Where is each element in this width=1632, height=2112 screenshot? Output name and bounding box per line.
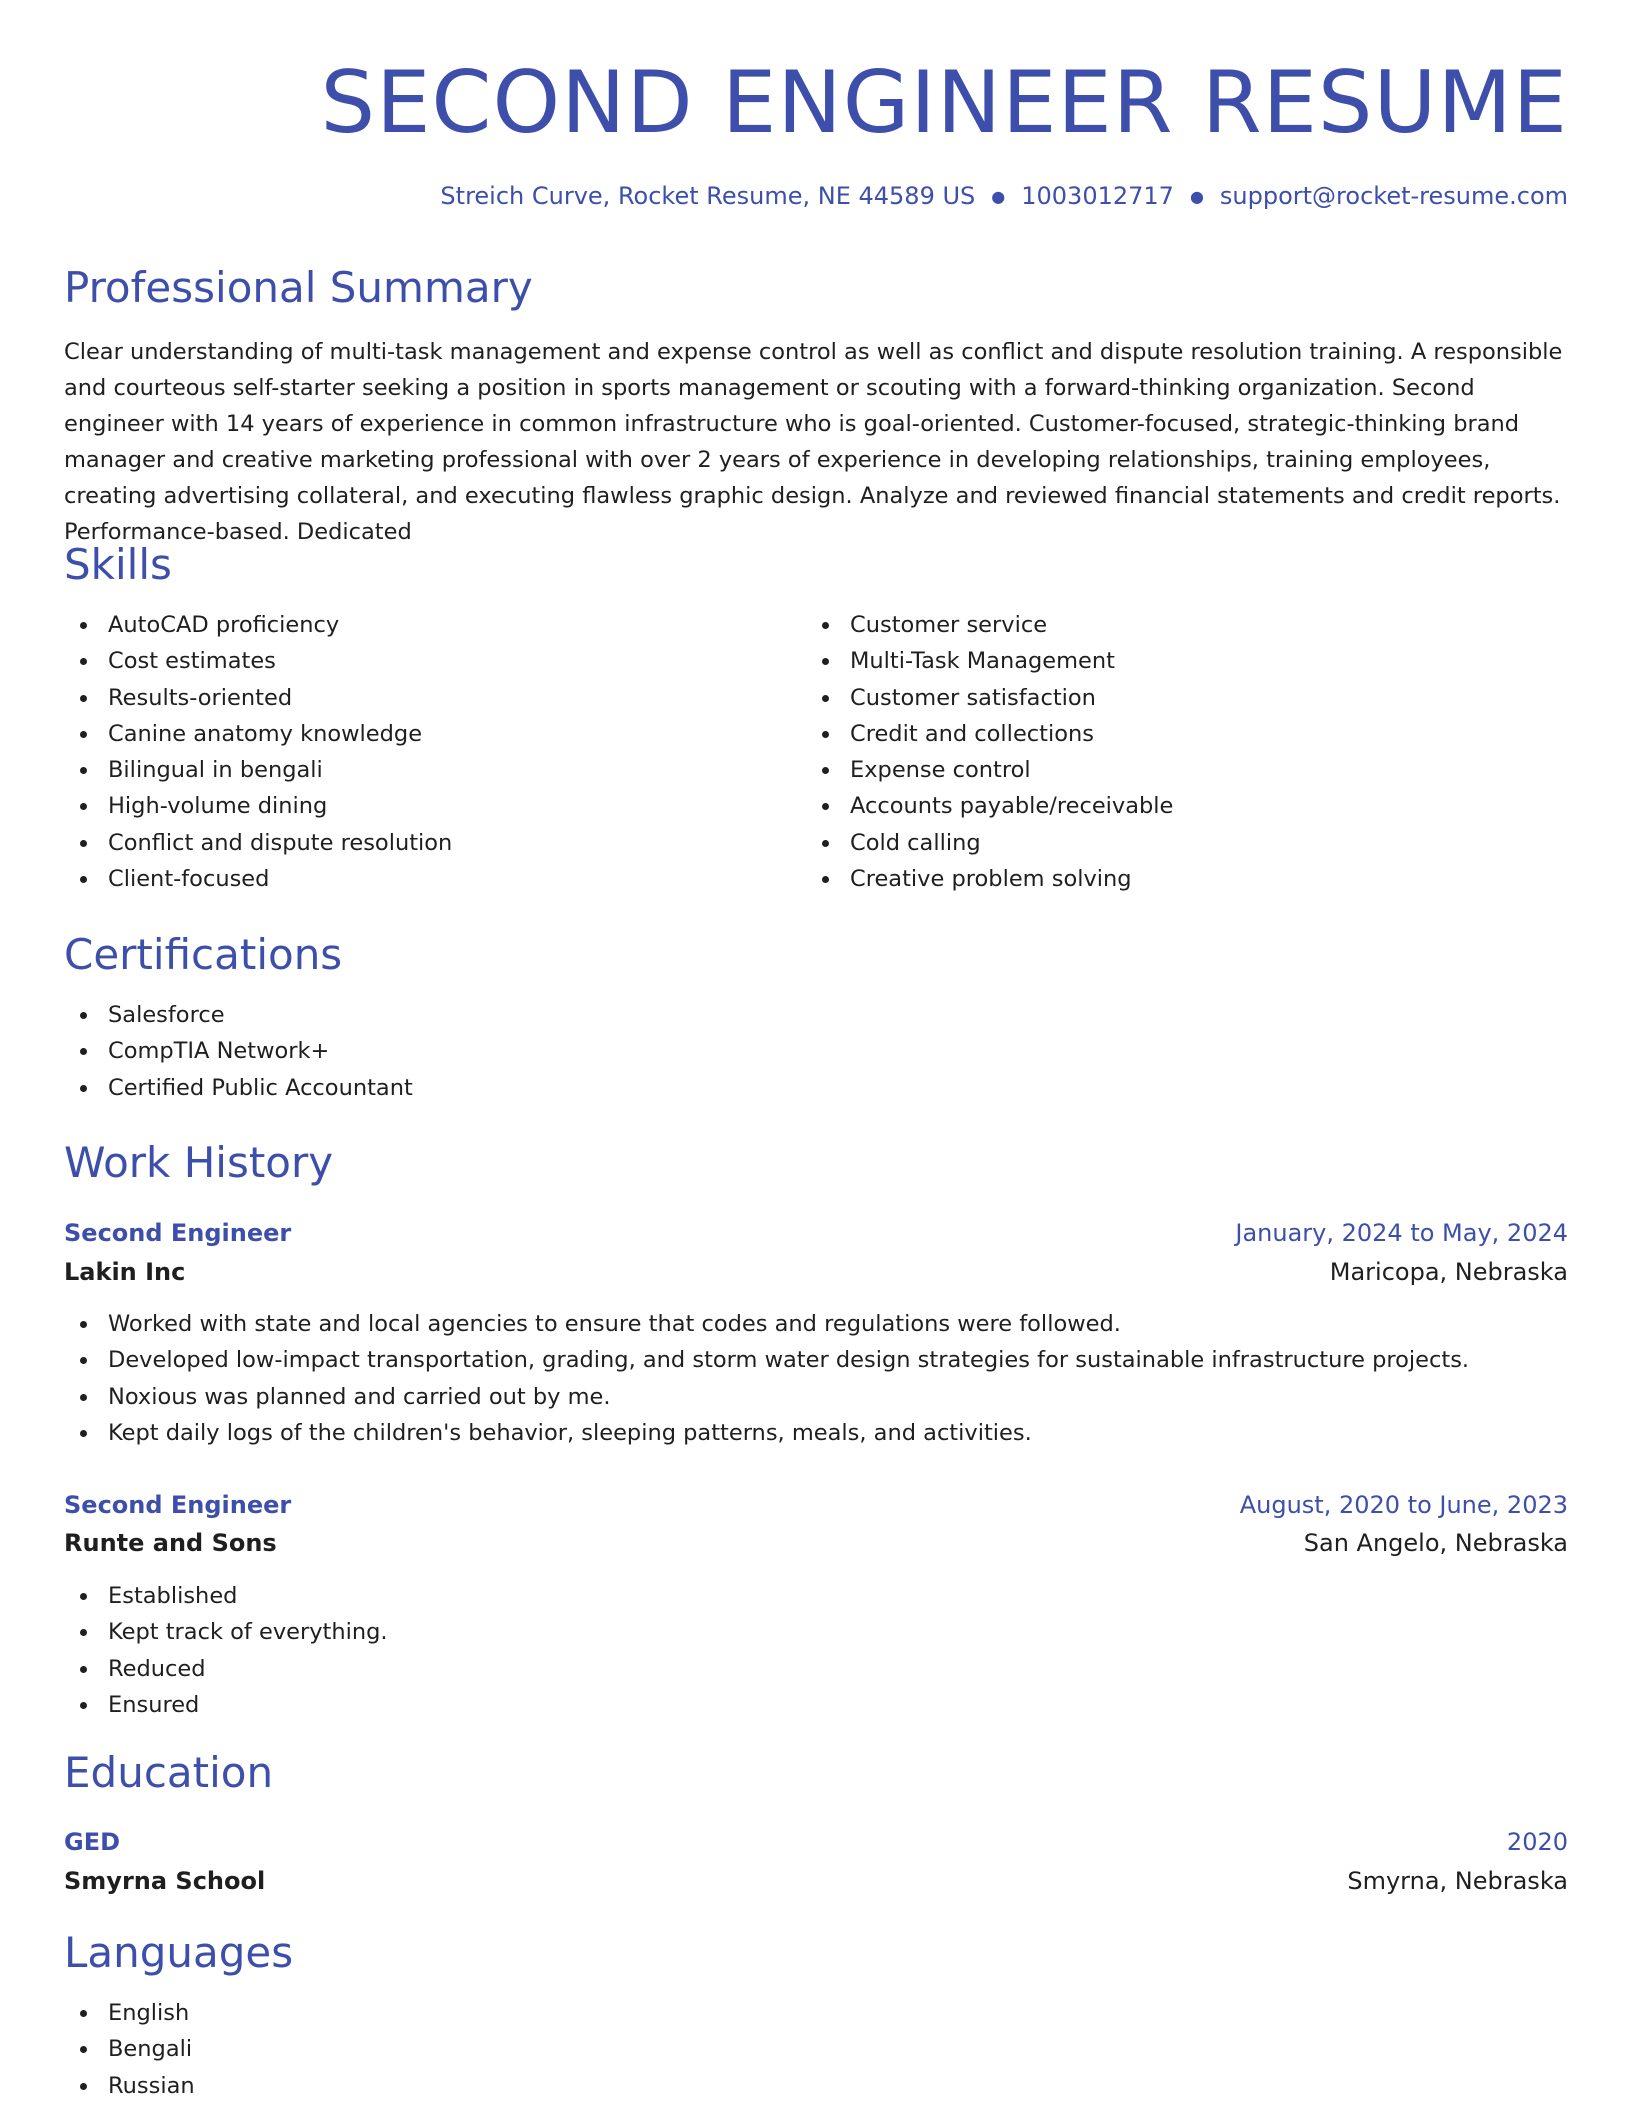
list-item: Canine anatomy knowledge [64, 716, 452, 752]
list-item: Customer service [806, 607, 1173, 643]
bullet-dot [80, 1666, 87, 1673]
education-year: 2020 [1506, 1828, 1568, 1856]
list-item: Conflict and dispute resolution [64, 825, 452, 861]
list-item: Salesforce [64, 997, 413, 1033]
list-item: Worked with state and local agencies to ensure that codes and regulations were followed. [64, 1306, 1469, 1342]
list-item: Noxious was planned and carried out by me. [64, 1379, 1469, 1415]
bullet-dot [822, 803, 829, 810]
bullet-dot [80, 658, 87, 665]
job-header-row [64, 1485, 1568, 1525]
skills-heading: Skills [64, 540, 172, 589]
list-item: Kept track of everything. [64, 1614, 388, 1650]
education-school: Smyrna School [64, 1867, 266, 1895]
resume-name: SECOND ENGINEER RESUME [320, 53, 1568, 153]
list-item: Kept daily logs of the children's behavior, sleeping patterns, meals, and activities. [64, 1415, 1469, 1451]
education-heading: Education [64, 1748, 274, 1797]
bullet-dot [80, 2083, 87, 2090]
job-bullets [64, 1306, 1469, 1451]
job-company-row [64, 1523, 1568, 1563]
job-location: Maricopa, Nebraska [1329, 1258, 1568, 1286]
list-item: English [64, 1995, 195, 2031]
bullet-dot [80, 622, 87, 629]
summary-heading: Professional Summary [64, 263, 533, 312]
list-item: Results-oriented [64, 680, 452, 716]
education-school-row [64, 1861, 1568, 1901]
list-item: AutoCAD proficiency [64, 607, 452, 643]
bullet-dot [80, 1430, 87, 1437]
education-location: Smyrna, Nebraska [1347, 1867, 1568, 1895]
skills-list-left [64, 607, 452, 897]
bullet-dot [822, 622, 829, 629]
list-item: Creative problem solving [806, 861, 1173, 897]
list-item: Russian [64, 2068, 195, 2104]
bullet-dot [822, 731, 829, 738]
list-item: Reduced [64, 1651, 388, 1687]
job-bullets [64, 1578, 388, 1723]
bullet-dot [822, 658, 829, 665]
contact-address: Streich Curve, Rocket Resume, NE 44589 US [440, 182, 976, 210]
bullet-dot [80, 1048, 87, 1055]
certifications-list [64, 997, 413, 1106]
job-dates: August, 2020 to June, 2023 [1239, 1491, 1568, 1519]
list-item: Accounts payable/receivable [806, 788, 1173, 824]
job-company: Lakin Inc [64, 1258, 186, 1286]
list-item: Developed low-impact transportation, grading, and storm water design strategies for sustainable infrastructure projects. [64, 1342, 1469, 1378]
languages-list [64, 1995, 195, 2104]
bullet-dot [80, 1702, 87, 1709]
list-item: Bengali [64, 2031, 195, 2067]
bullet-dot [80, 1593, 87, 1600]
bullet-dot [80, 1394, 87, 1401]
bullet-dot [822, 767, 829, 774]
education-degree: GED [64, 1828, 121, 1856]
bullet-dot [80, 803, 87, 810]
list-item: Expense control [806, 752, 1173, 788]
job-dates: January, 2024 to May, 2024 [1235, 1219, 1568, 1247]
list-item: Established [64, 1578, 388, 1614]
list-item: Certified Public Accountant [64, 1070, 413, 1106]
contact-line [440, 178, 1568, 215]
list-item: High-volume dining [64, 788, 452, 824]
list-item: Cold calling [806, 825, 1173, 861]
education-header-row [64, 1822, 1568, 1862]
bullet-dot [80, 1629, 87, 1636]
list-item: CompTIA Network+ [64, 1033, 413, 1069]
job-role: Second Engineer [64, 1219, 292, 1247]
bullet-dot [822, 840, 829, 847]
bullet-dot [822, 876, 829, 883]
bullet-dot [80, 840, 87, 847]
bullet-dot [80, 1012, 87, 1019]
list-item: Client-focused [64, 861, 452, 897]
bullet-separator: ● [991, 187, 1006, 206]
list-item: Bilingual in bengali [64, 752, 452, 788]
summary-text: Clear understanding of multi-task management and expense control as well as conflict and dispute resolution training. A responsible and courteous self-starter seeking a position in sports management or scouting with a forward-thinking organization. Second engineer with 14 years of experience in common infrastructure who is goal-oriented. Customer-focused, strategic-thinking brand manager and creative marketing professional with over 2 years of experience in developing relationships, training employees, creating advertising collateral, and executing flawless graphic design. Analyze and reviewed financial statements and credit reports. Performance-based. Dedicated [64, 339, 1563, 545]
bullet-dot [80, 1321, 87, 1328]
list-item: Multi-Task Management [806, 643, 1173, 679]
job-company-row [64, 1252, 1568, 1292]
bullet-separator: ● [1189, 187, 1204, 206]
job-location: San Angelo, Nebraska [1303, 1529, 1568, 1557]
bullet-dot [80, 767, 87, 774]
job-company: Runte and Sons [64, 1529, 277, 1557]
work-history-heading: Work History [64, 1138, 334, 1187]
contact-email: support@rocket-resume.com [1219, 182, 1568, 210]
list-item: Credit and collections [806, 716, 1173, 752]
bullet-dot [80, 731, 87, 738]
bullet-dot [80, 1085, 87, 1092]
bullet-dot [80, 2046, 87, 2053]
certifications-heading: Certifications [64, 930, 343, 979]
bullet-dot [80, 876, 87, 883]
bullet-dot [822, 695, 829, 702]
job-role: Second Engineer [64, 1491, 292, 1519]
bullet-dot [80, 2010, 87, 2017]
list-item: Ensured [64, 1687, 388, 1723]
bullet-dot [80, 1357, 87, 1364]
contact-phone: 1003012717 [1021, 182, 1174, 210]
skills-list-right [806, 607, 1173, 897]
list-item: Cost estimates [64, 643, 452, 679]
list-item: Customer satisfaction [806, 680, 1173, 716]
job-header-row [64, 1213, 1568, 1253]
bullet-dot [80, 695, 87, 702]
languages-heading: Languages [64, 1928, 294, 1977]
